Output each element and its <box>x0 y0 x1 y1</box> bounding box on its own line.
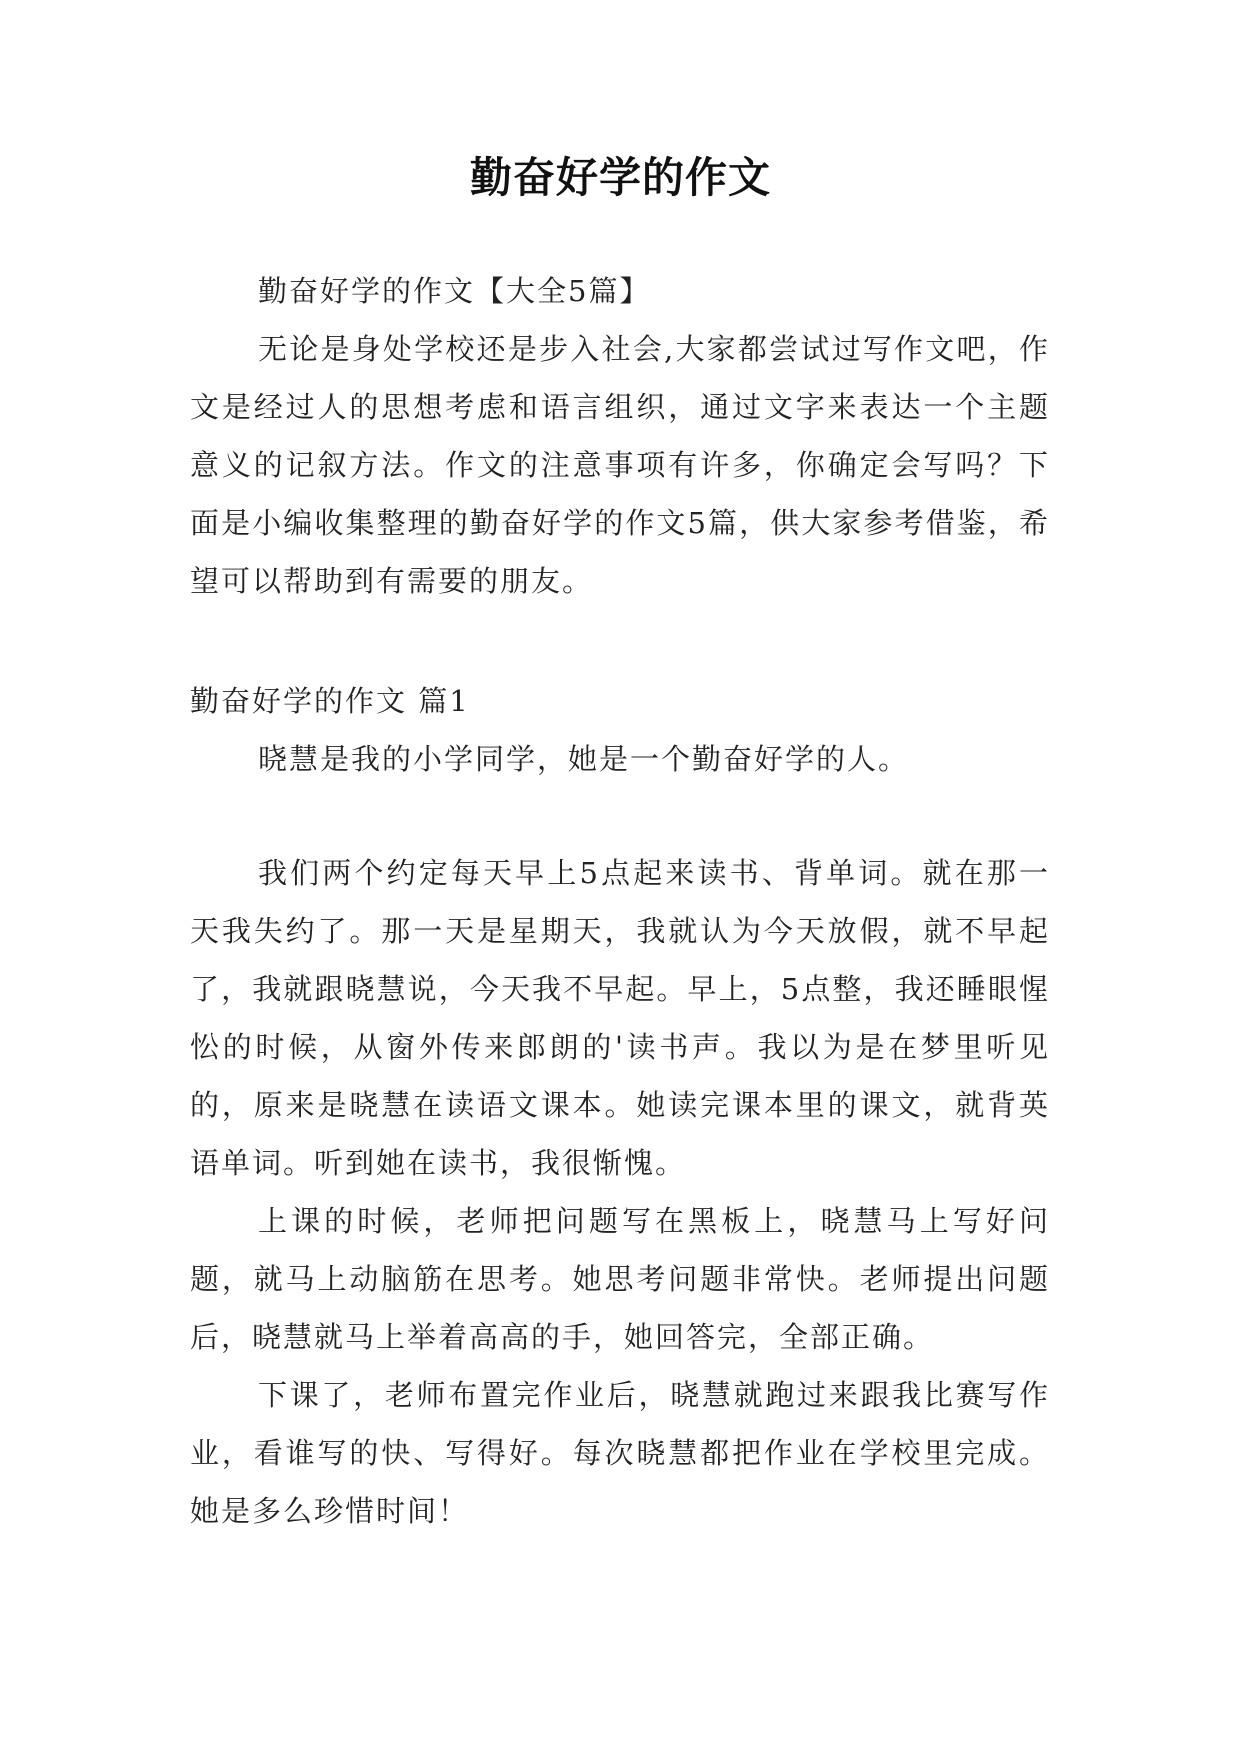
section-1-paragraph-4: 下课了，老师布置完作业后，晓慧就跑过来跟我比赛写作业，看谁写的快、写得好。每次晓慧都把作业在学校里完成。她是多么珍惜时间！ <box>190 1378 1050 1528</box>
section-1-heading: 勤奋好学的作文 篇1 <box>190 684 470 718</box>
intro-paragraph: 无论是身处学校还是步入社会,大家都尝试过写作文吧，作文是经过人的思想考虑和语言组织，通过文字来表达一个主题意义的记叙方法。作文的注意事项有许多，你确定会写吗？下面是小编收集整理的勤奋好学的作文5篇，供大家参考借鉴，希望可以帮助到有需要的朋友。 <box>190 332 1050 598</box>
section-1-paragraph-2: 我们两个约定每天早上5点起来读书、背单词。就在那一天我失约了。那一天是星期天，我就认为今天放假，就不早起了，我就跟晓慧说，今天我不早起。早上，5点整，我还睡眼惺忪的时候，从窗外传来郎朗的'读书声。我以为是在梦里听见的，原来是晓慧在读语文课本。她读完课本里的课文，就背英语单词。听到她在读书，我很惭愧。 <box>190 856 1050 1180</box>
document-title: 勤奋好学的作文 <box>469 153 771 202</box>
section-1-paragraph-1: 晓慧是我的小学同学，她是一个勤奋好学的人。 <box>258 742 910 776</box>
intro-subtitle: 勤奋好学的作文【大全5篇】 <box>258 274 651 308</box>
document-body <box>190 262 1050 1540</box>
section-spacer <box>190 610 1050 672</box>
paragraph-spacer <box>190 788 1050 844</box>
section-1-paragraph-3: 上课的时候，老师把问题写在黑板上，晓慧马上写好问题，就马上动脑筋在思考。她思考问题非常快。老师提出问题后，晓慧就马上举着高高的手，她回答完，全部正确。 <box>190 1204 1050 1354</box>
